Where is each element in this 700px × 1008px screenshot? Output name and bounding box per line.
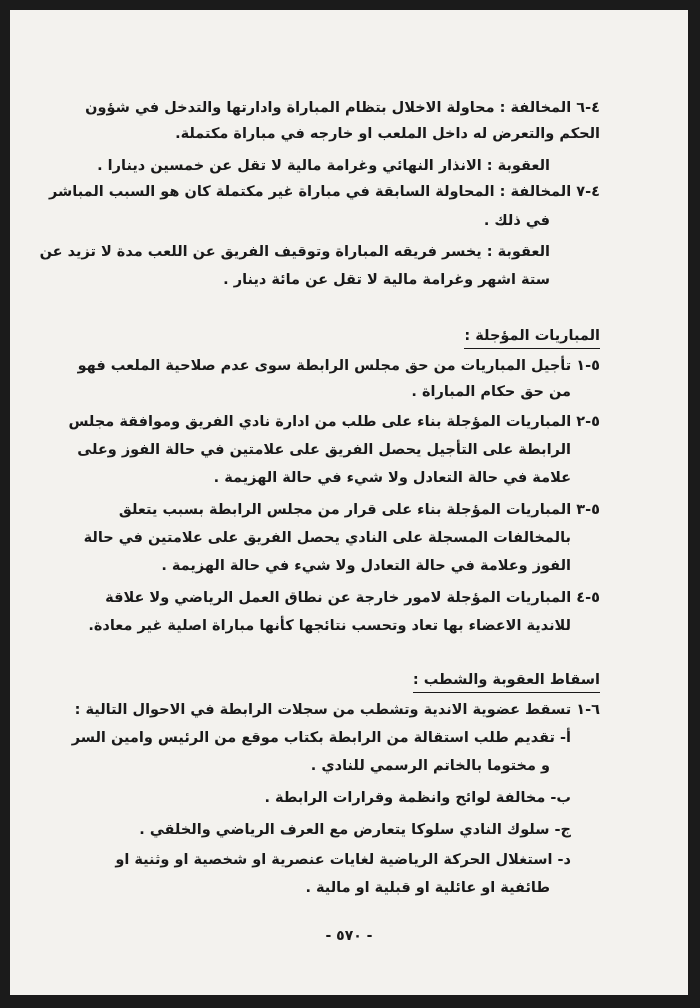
subitem-a-line-1: أ- تقديم طلب استقالة من الرابطة بكتاب موقع من الرئيس وامين السر	[71, 730, 571, 746]
subitem-d-line-1: د- استغلال الحركة الرياضية لغايات عنصرية او شخصية او وثنية او	[115, 852, 571, 868]
page-number: - ٥٧٠ -	[325, 928, 373, 944]
subitem-b: ب- مخالفة لوائح وانظمة وقرارات الرابطة .	[264, 790, 571, 806]
subitem-c: ج- سلوك النادي سلوكا يتعارض مع العرف الرياضي والخلقي .	[139, 822, 571, 838]
item-4-6-line-1: ٤-٦ المخالفة : محاولة الاخلال بتظام المباراة وادارتها والتدخل في شؤون	[85, 100, 600, 116]
penalty-4-7-line-2: ستة اشهر وغرامة مالية لا تقل عن مائة دينار .	[223, 272, 550, 288]
item-5-2-line-2: الرابطة على التأجيل يحصل الفريق على علامتين في حالة الفوز وعلى	[77, 442, 571, 458]
subitem-d-line-2: طائفية او عائلية او قبلية او مالية .	[305, 880, 550, 896]
item-5-4-line-2: للاندية الاعضاء بها تعاد وتحسب نتائجها كأنها مباراة اصلية غير معادة.	[88, 618, 571, 634]
item-6-1: ٦-١ تسقط عضوية الاندية وتشطب من سجلات الرابطة في الاحوال التالية :	[74, 702, 600, 718]
subitem-a-line-2: و مختوما بالخاتم الرسمي للنادي .	[310, 758, 550, 774]
item-4-6-line-2: الحكم والتعرض له داخل الملعب او خارجه في مباراة مكتملة.	[175, 126, 600, 142]
item-5-2-line-1: ٥-٢ المباريات المؤجلة بناء على طلب من ادارة نادي الفريق وموافقة مجلس	[68, 414, 600, 430]
item-5-2-line-3: علامة في حالة التعادل ولا شيء في حالة الهزيمة .	[213, 470, 571, 486]
section-5-heading: المباريات المؤجلة :	[464, 326, 600, 349]
penalty-4-7-line-1: العقوبة : يخسر فريقه المباراة وتوقيف الفريق عن اللعب مدة لا تزيد عن	[39, 244, 550, 260]
item-4-7-line-1: ٤-٧ المخالفة : المحاولة السابقة في مباراة غير مكتملة كان هو السبب المباشر	[48, 184, 600, 200]
item-4-7-line-2: في ذلك .	[483, 213, 550, 229]
item-5-4-line-1: ٥-٤ المباريات المؤجلة لامور خارجة عن نطاق العمل الرياضي ولا علاقة	[105, 590, 600, 606]
item-5-3-line-2: بالمخالفات المسجلة على النادي يحصل الفريق على علامتين في حالة	[83, 530, 571, 546]
item-5-3-line-3: الفوز وعلامة في حالة التعادل ولا شيء في حالة الهزيمة .	[161, 558, 571, 574]
section-6-heading: اسقاط العقوبة والشطب :	[413, 670, 600, 693]
document-page	[10, 10, 688, 995]
item-5-3-line-1: ٥-٣ المباريات المؤجلة بناء على قرار من مجلس الرابطة بسبب يتعلق	[118, 502, 600, 518]
penalty-4-6: العقوبة : الانذار النهائي وغرامة مالية لا تقل عن خمسين دينارا .	[97, 158, 550, 174]
item-5-1-line-1: ٥-١ تأجيل المباريات من حق مجلس الرابطة سوى عدم صلاحية الملعب فهو	[77, 358, 600, 374]
item-5-1-line-2: من حق حكام المباراة .	[411, 384, 571, 400]
